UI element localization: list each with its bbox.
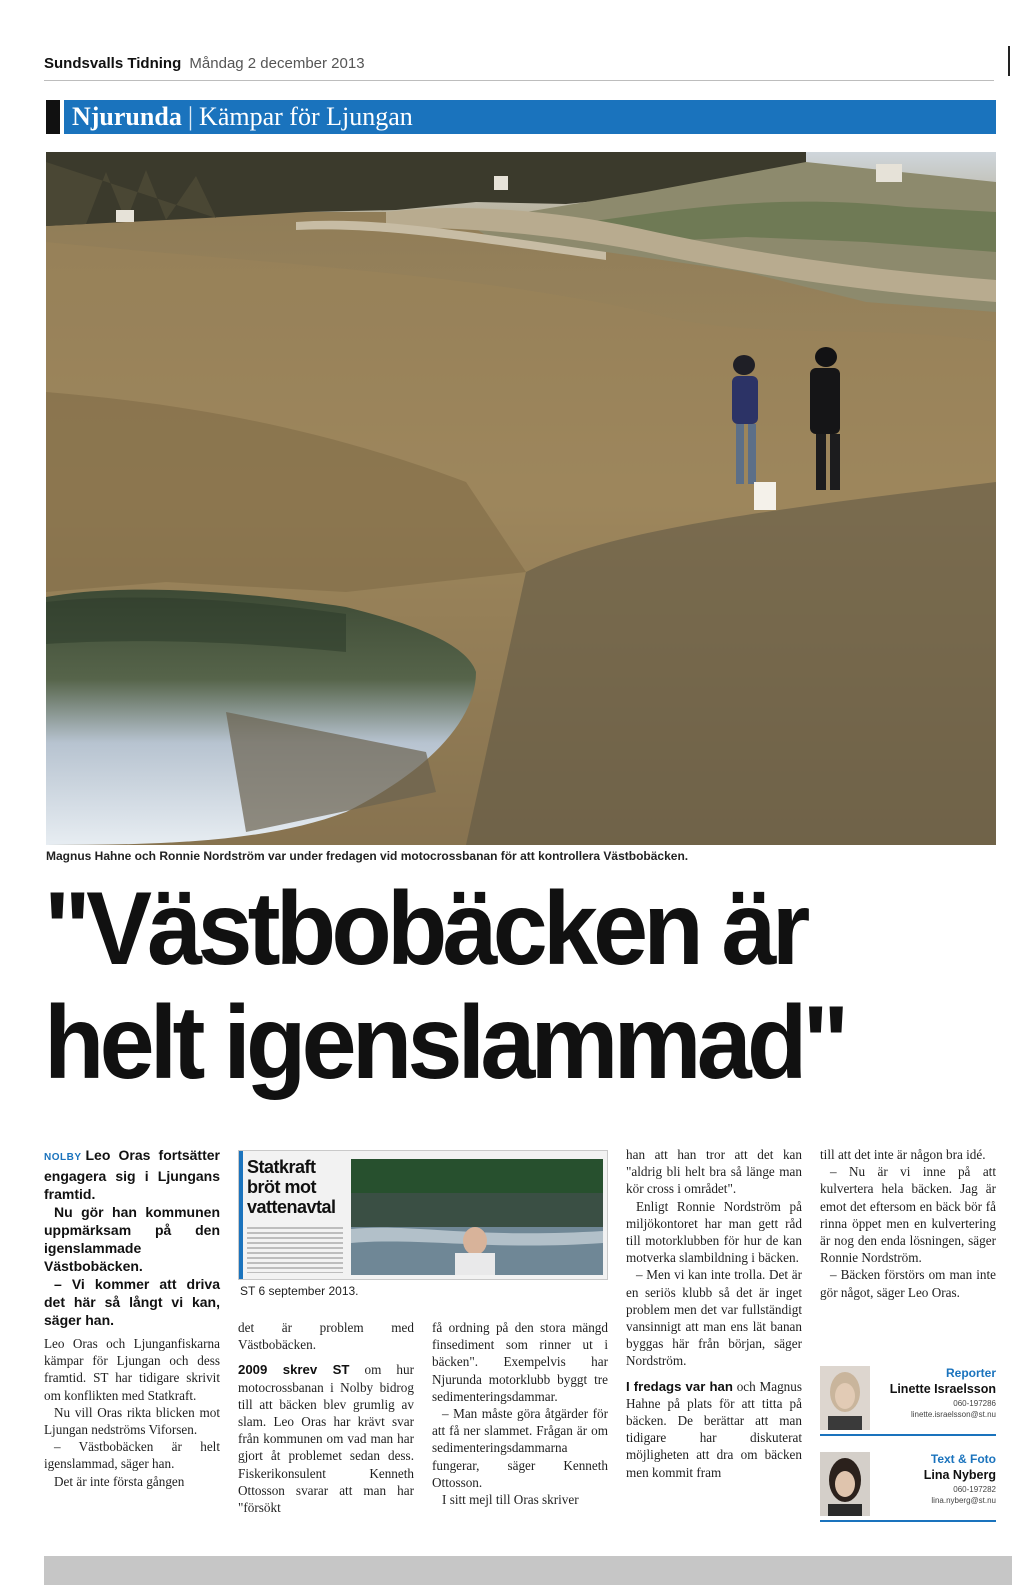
col2-paragraph-2: om hur motocrossbanan i Nolby bidrog till att bäcken blev grumlig av slam. Leo Oras har krävt svar från kommunen om vad man har gjort åt problemet sedan dess. Fiskerikonsulent Kenneth Ottosson svarar att man har "försökt — [238, 1362, 415, 1516]
section-topic: Kämpar för Ljungan — [199, 102, 413, 131]
col5-paragraph-2: – Nu är vi inne på att kulvertera hela bäcken. Jag är emot det eftersom en bäck bör få rinna öppet men en kulvertering är nog den enda lösningen, säger Ronnie Nordström. — [820, 1164, 996, 1266]
col1-paragraph-1: Leo Oras och Ljunganfiskarna kämpar för Ljungan och dess framtid. ST har tidigare skrivit om konflikten med Statkraft. — [44, 1336, 220, 1403]
col3-paragraph-3: I sitt mejl till Oras skriver — [442, 1492, 579, 1508]
inset-headline: Statkraft bröt mot vattenavtal — [247, 1157, 336, 1217]
article-lead — [44, 1146, 220, 1329]
col5-paragraph-3: – Bäcken förstörs om man inte gör något, säger Leo Oras. — [820, 1267, 996, 1300]
col1-paragraph-3: – Västbobäcken är helt igenslammad, säger han. — [44, 1439, 220, 1472]
inset-clipping — [238, 1150, 608, 1280]
credit-reporter — [820, 1366, 996, 1436]
headline-line-2: helt igenslammad" — [44, 985, 845, 1101]
headline-line-1: "Västbobäcken är — [44, 871, 806, 987]
col1-paragraph-2: Nu vill Oras rikta blicken mot Ljungan nedströms Viforsen. — [44, 1404, 220, 1438]
col4-runin: I fredags var han — [626, 1378, 733, 1394]
photo-scene — [46, 152, 996, 845]
main-photo — [46, 152, 996, 845]
footer-band — [44, 1556, 1012, 1585]
col5-paragraph-1: till att det inte är någon bra idé. — [820, 1147, 986, 1162]
masthead — [44, 52, 994, 80]
photographer-portrait — [820, 1452, 870, 1516]
credit-photographer — [820, 1452, 996, 1522]
lead-paragraph-2: Nu gör han kommunen uppmärksam på den igenslammade Västbobäcken. — [44, 1204, 220, 1274]
col4-paragraph-2: Enligt Ronnie Nordström på miljökontoret har man gett råd till motorklubben för hur de kan motverka slambildning i bäcken. — [626, 1198, 802, 1266]
dateline: NOLBY — [44, 1152, 82, 1163]
col4-paragraph-1: han att han tror att det kan "aldrig bli helt bra så länge man kör cross i området". — [626, 1147, 802, 1197]
column-1 — [44, 1146, 220, 1490]
credit-email: linette.israelsson@st.nu — [910, 1410, 996, 1419]
inset-text-block — [247, 1227, 343, 1273]
credit-name: Linette Israelsson — [889, 1382, 996, 1396]
issue-date: Måndag 2 december 2013 — [189, 55, 365, 72]
lead-paragraph-1: Leo Oras fortsätter engagera sig i Ljungans framtid. — [44, 1147, 220, 1202]
column-5 — [820, 1146, 996, 1301]
column-4 — [626, 1146, 802, 1481]
column-3 — [432, 1319, 608, 1508]
col2-runin: 2009 skrev ST — [238, 1362, 350, 1378]
credit-role: Text & Foto — [930, 1452, 996, 1466]
inset-caption: ST 6 september 2013. — [240, 1284, 359, 1298]
col2-paragraph-1: det är problem med Västbobäcken. — [238, 1320, 414, 1353]
col3-paragraph-2: – Man måste göra åtgärder för att få ner slammet. Frågan är om sedimenteringsdammarna fungerar, säger Kenneth Ottosson. — [432, 1406, 608, 1490]
credit-email: lina.nyberg@st.nu — [931, 1496, 996, 1505]
photo-caption: Magnus Hahne och Ronnie Nordström var under fredagen vid motocrossbanan för att kontrollera Västbobäcken. — [46, 849, 689, 863]
banner-separator: | — [187, 102, 194, 131]
credit-rule — [820, 1434, 996, 1436]
credit-name: Lina Nyberg — [923, 1468, 996, 1482]
credit-phone: 060-197286 — [953, 1399, 996, 1408]
credit-rule — [820, 1520, 996, 1522]
section-banner — [64, 100, 996, 134]
col1-paragraph-4: Det är inte första gången — [54, 1473, 185, 1489]
masthead-rule — [44, 80, 994, 81]
credit-phone: 060-197282 — [953, 1485, 996, 1494]
col4-paragraph-4: och Magnus Hahne på plats för att titta på bäcken. De berättar att man tidigare har diskuterat möjligheten att dra om bäcken men kommit fram — [626, 1378, 802, 1480]
section-name: Njurunda — [72, 102, 182, 131]
column-2 — [238, 1319, 414, 1516]
banner-marker — [46, 100, 60, 134]
reporter-portrait — [820, 1366, 870, 1430]
page-edge-mark — [1008, 46, 1010, 76]
lead-paragraph-3: – Vi kommer att driva det här så långt vi kan, säger han. — [44, 1276, 220, 1328]
inset-photo — [351, 1159, 603, 1275]
col3-paragraph-1: få ordning på den stora mängd finsediment som rinner ut i bäcken". Exempelvis har Njurunda motorklubb byggt tre sedimenteringsdammar. — [432, 1320, 608, 1404]
article-headline — [44, 872, 956, 1100]
credit-role: Reporter — [945, 1366, 996, 1380]
col4-paragraph-3: – Men vi kan inte trolla. Det är en seriös klubb så det är inget problem men det var fullständigt vansinnigt att man ens lät banan byggas här från början, säger Nordström. — [626, 1267, 802, 1369]
paper-name: Sundsvalls Tidning — [44, 55, 182, 72]
